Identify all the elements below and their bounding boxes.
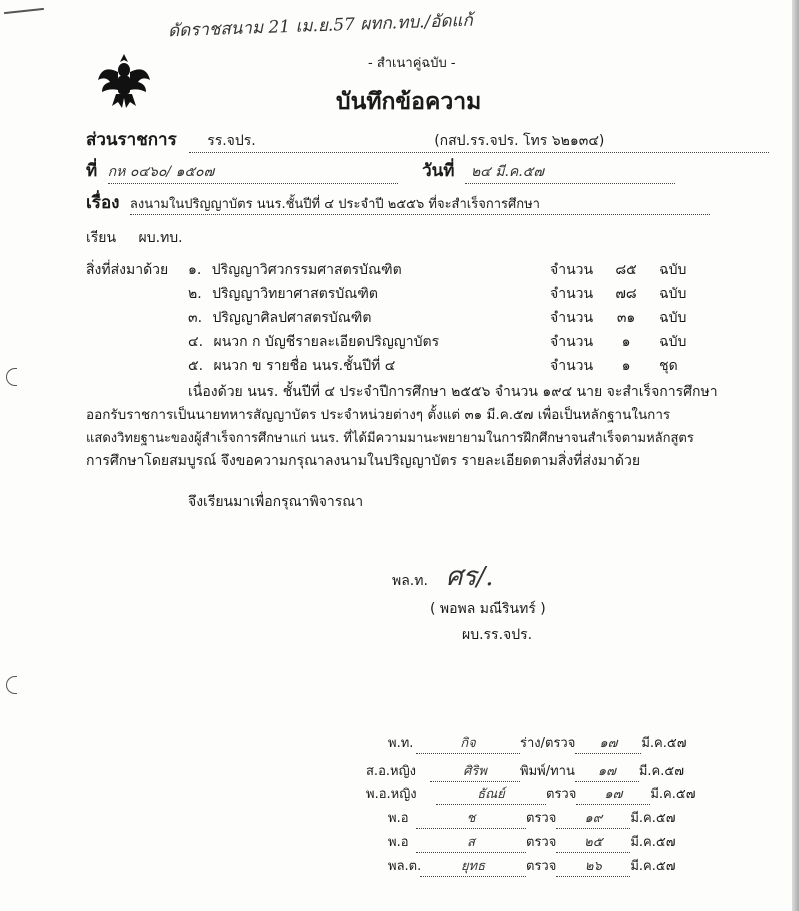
enclosure-text: ปริญญาศิลปศาสตรบัณฑิต <box>212 310 372 326</box>
enclosure-number: ๒. <box>188 286 202 302</box>
list-item <box>188 307 371 329</box>
subject-row <box>86 189 710 216</box>
handwritten-annotation: ดัดราชสนาม 21 เม.ย.57 ผทก.ทบ./อัดแก้ <box>167 10 474 42</box>
dept-phone: (กสป.รร.จปร. โทร ๖๒๑๓๔) <box>434 133 605 149</box>
list-item: พ.อ.หญิง ธัณย์ ตรวจ ๑๗ มี.ค.๕๗ <box>366 783 696 805</box>
ref-row <box>86 157 675 184</box>
pen-stroke-mark <box>4 8 44 14</box>
subject-label: เรื่อง <box>86 193 120 213</box>
page-title: บันทึกข้อความ <box>336 89 482 115</box>
enclosure-number: ๕. <box>188 358 204 374</box>
list-item: ส.อ.หญิง ศิริพ พิมพ์/ทาน ๑๗ มี.ค.๕๗ <box>366 760 684 782</box>
signature-rank: พล.ท. <box>392 573 428 589</box>
body-line: การศึกษาโดยสมบูรณ์ จึงขอความกรุณาลงนามในปริญญาบัตร รายละเอียดตามสิ่งที่ส่งมาด้วย <box>86 453 641 469</box>
binder-hole-icon <box>6 676 17 694</box>
body-paragraph <box>86 381 726 473</box>
date-label: วันที่ <box>422 161 455 181</box>
garuda-emblem-icon <box>96 50 152 110</box>
enclosure-qty: จำนวน ๘๕ ฉบับ <box>550 262 687 278</box>
ref-label: ที่ <box>86 161 98 181</box>
recipient-value: ผบ.ทบ. <box>138 230 183 246</box>
dept-value: รร.จปร. <box>207 133 256 149</box>
binder-hole-icon <box>6 368 17 386</box>
dept-row <box>86 126 769 153</box>
signature-scribble: ศร/. <box>446 562 494 592</box>
enclosure-number: ๓. <box>188 310 203 326</box>
list-item: พ.ท. กิจ ร่าง/ตรวจ ๑๗ มี.ค.๕๗ <box>388 732 687 754</box>
list-item: พ.อ ช ตรวจ ๑๙ มี.ค.๕๗ <box>388 807 676 829</box>
enclosure-qty: จำนวน ๓๑ ฉบับ <box>550 310 687 326</box>
body-line: แสดงวิทยฐานะของผู้สำเร็จการศึกษาแก่ นนร. ที่ได้มีความมานะพยายามในการฝึกศึกษาจนสำเร็จตามหลักสูตร <box>86 431 694 446</box>
signature-name: ( พอพล มณีรินทร์ ) <box>430 601 546 617</box>
enclosure-qty: จำนวน ๑ ชุด <box>550 358 678 374</box>
ref-value: กห ๐๔๖๐/ ๑๕๐๗ <box>107 164 215 180</box>
enclosure-text: ผนวก ก บัญชีรายละเอียดปริญญาบัตร <box>213 334 440 350</box>
enclosure-text: ผนวก ข รายชื่อ นนร.ชั้นปีที่ ๔ <box>213 358 396 374</box>
closing-text: จึงเรียนมาเพื่อกรุณาพิจารณา <box>188 494 364 510</box>
recipient-label: เรียน <box>86 230 117 246</box>
enclosures-label: สิ่งที่ส่งมาด้วย <box>86 262 169 278</box>
list-item: พ.อ ส ตรวจ ๒๕ มี.ค.๕๗ <box>388 831 676 853</box>
list-item <box>188 259 402 281</box>
subject-value: ลงนามในปริญญาบัตร นนร.ชั้นปีที่ ๔ ประจำปี ๒๕๕๖ ที่จะสำเร็จการศึกษา <box>129 197 540 212</box>
enclosure-text: ปริญญาวิศวกรรมศาสตรบัณฑิต <box>211 262 402 278</box>
list-item: พล.ต. ยุทธ ตรวจ ๒๖ มี.ค.๕๗ <box>388 855 676 877</box>
enclosure-number: ๑. <box>188 262 202 278</box>
date-value: ๒๔ มี.ค.๕๗ <box>470 164 544 180</box>
dept-label: ส่วนราชการ <box>86 130 177 150</box>
list-item <box>188 355 395 377</box>
enclosure-qty: จำนวน ๑ ฉบับ <box>550 334 687 350</box>
body-line: เนื่องด้วย นนร. ชั้นปีที่ ๔ ประจำปีการศึกษา ๒๕๕๖ จำนวน ๑๙๔ นาย จะสำเร็จการศึกษา <box>188 384 718 400</box>
body-line: ออกรับราชการเป็นนายทหารสัญญาบัตร ประจำหน่วยต่างๆ ตั้งแต่ ๓๑ มี.ค.๕๗ เพื่อเป็นหลักฐานในการ <box>86 407 671 423</box>
list-item <box>188 283 378 305</box>
enclosure-text: ปริญญาวิทยาศาสตรบัณฑิต <box>212 286 378 302</box>
enclosure-qty: จำนวน ๗๘ ฉบับ <box>550 286 687 302</box>
copy-label: - สำเนาคู่ฉบับ - <box>368 56 456 71</box>
signature-position: ผบ.รร.จปร. <box>462 627 533 643</box>
scan-edge-shadow <box>792 0 799 911</box>
list-item <box>188 331 439 353</box>
enclosure-number: ๔. <box>188 334 204 350</box>
recipient-row <box>86 227 183 249</box>
